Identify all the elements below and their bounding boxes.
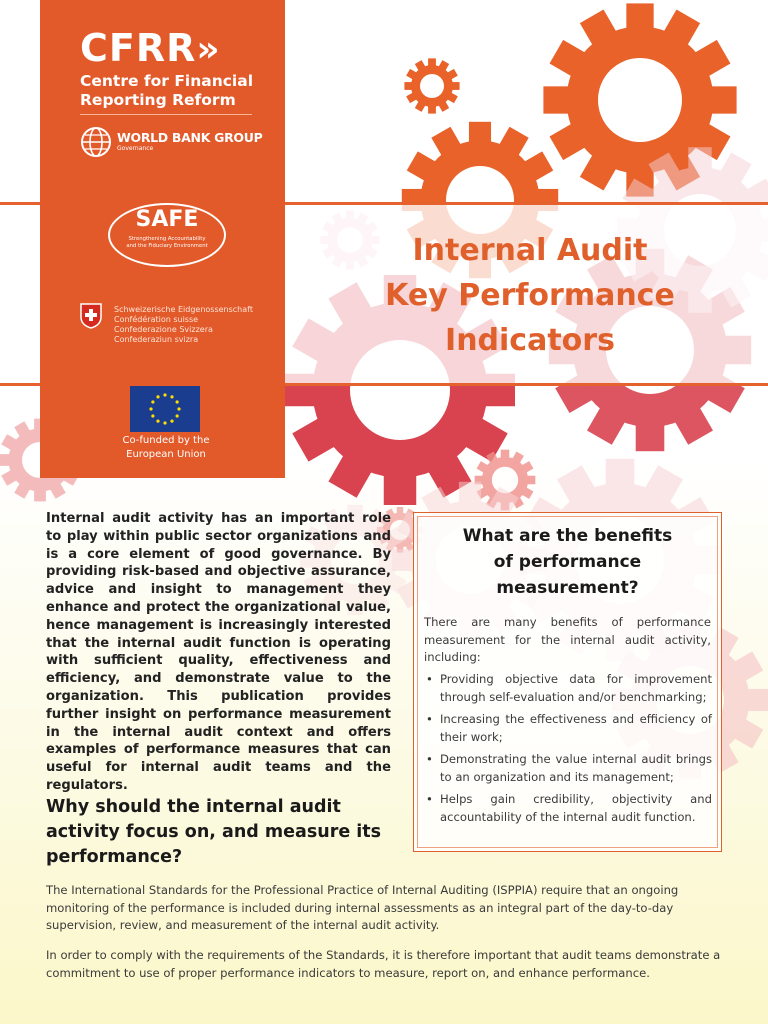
safe-title: SAFE [135,207,199,232]
swiss-confederation-text: Schweizerische Eidgenossenschaft Confédération suisse Confederazione Svizzera Confederaziun svizra [114,305,253,344]
eu-star-icon [151,400,154,403]
world-bank-unit: Governance [117,145,154,152]
globe-icon [80,126,112,158]
swiss-flag-icon [80,303,102,329]
eu-star-icon [156,395,159,398]
eu-star-icon [149,407,152,410]
benefits-box [413,512,722,852]
sponsor-panel [40,0,285,478]
eu-star-icon [177,407,180,410]
eu-star-icon [170,420,173,423]
eu-flag-icon [130,386,200,432]
benefits-intro: There are many benefits of performance measurement for the internal audit activity, including: [424,615,711,664]
why-paragraph-1: The International Standards for the Professional Practice of Internal Auditing (ISPPIA) require that an ongoing monitoring of the performance is included during internal assessments as an integral part of the day-to-day supervision, review, and measurement of the internal audit activity. [46,883,679,932]
benefits-list [424,671,712,831]
intro-paragraph: Internal audit activity has an important role to play within public sector organizations and is a core element of good governance. By providing risk-based and objective assurance, advice and insight to management they enhance and protect the organizational value, hence management is increasingly interested that the internal audit function is operating with sufficient quality, effectiveness and efficiency, and demonstrate value to the organization. This publication provides further insight on performance measurement in the internal audit context and offers examples of performance measures that can useful for internal audit teams and the regulators. [46,511,391,793]
list-item: • Demonstrating the value internal audit brings to an organization and its management; [424,751,712,786]
eu-cofunded-text: Co-funded by the European Union [122,435,210,460]
divider [80,114,252,115]
why-paragraph-2: In order to comply with the requirements of the Standards, it is therefore important that audit teams demonstrate a commitment to use of proper performance indicators to measure, report on, and enhance performance. [46,948,721,980]
list-item: • Providing objective data for improvement through self-evaluation and/or benchmarking; [424,671,712,706]
eu-star-icon [163,393,166,396]
eu-star-icon [156,420,159,423]
world-bank-logo: WORLD BANK GROUP [117,130,263,145]
eu-star-icon [170,395,173,398]
page-title: Internal Audit Key Performance Indicators [385,233,675,358]
cfrr-subtitle: Centre for Financial Reporting Reform [80,72,254,109]
cfrr-logo: CFRR» [80,26,221,70]
benefits-title: What are the benefits of performance measurement? [462,526,673,598]
why-heading: Why should the internal audit activity focus on, and measure its performance? [46,797,382,867]
safe-tagline: Strengthening Accountability and the Fiduciary Environment [126,236,208,249]
eu-star-icon [176,414,179,417]
list-item: • Helps gain credibility, objectivity and accountability of the internal audit function. [424,791,712,826]
eu-star-icon [151,414,154,417]
list-item: • Increasing the effectiveness and efficiency of their work; [424,711,712,746]
gear-icon [404,58,459,113]
eu-star-icon [176,400,179,403]
eu-star-icon [163,421,166,424]
